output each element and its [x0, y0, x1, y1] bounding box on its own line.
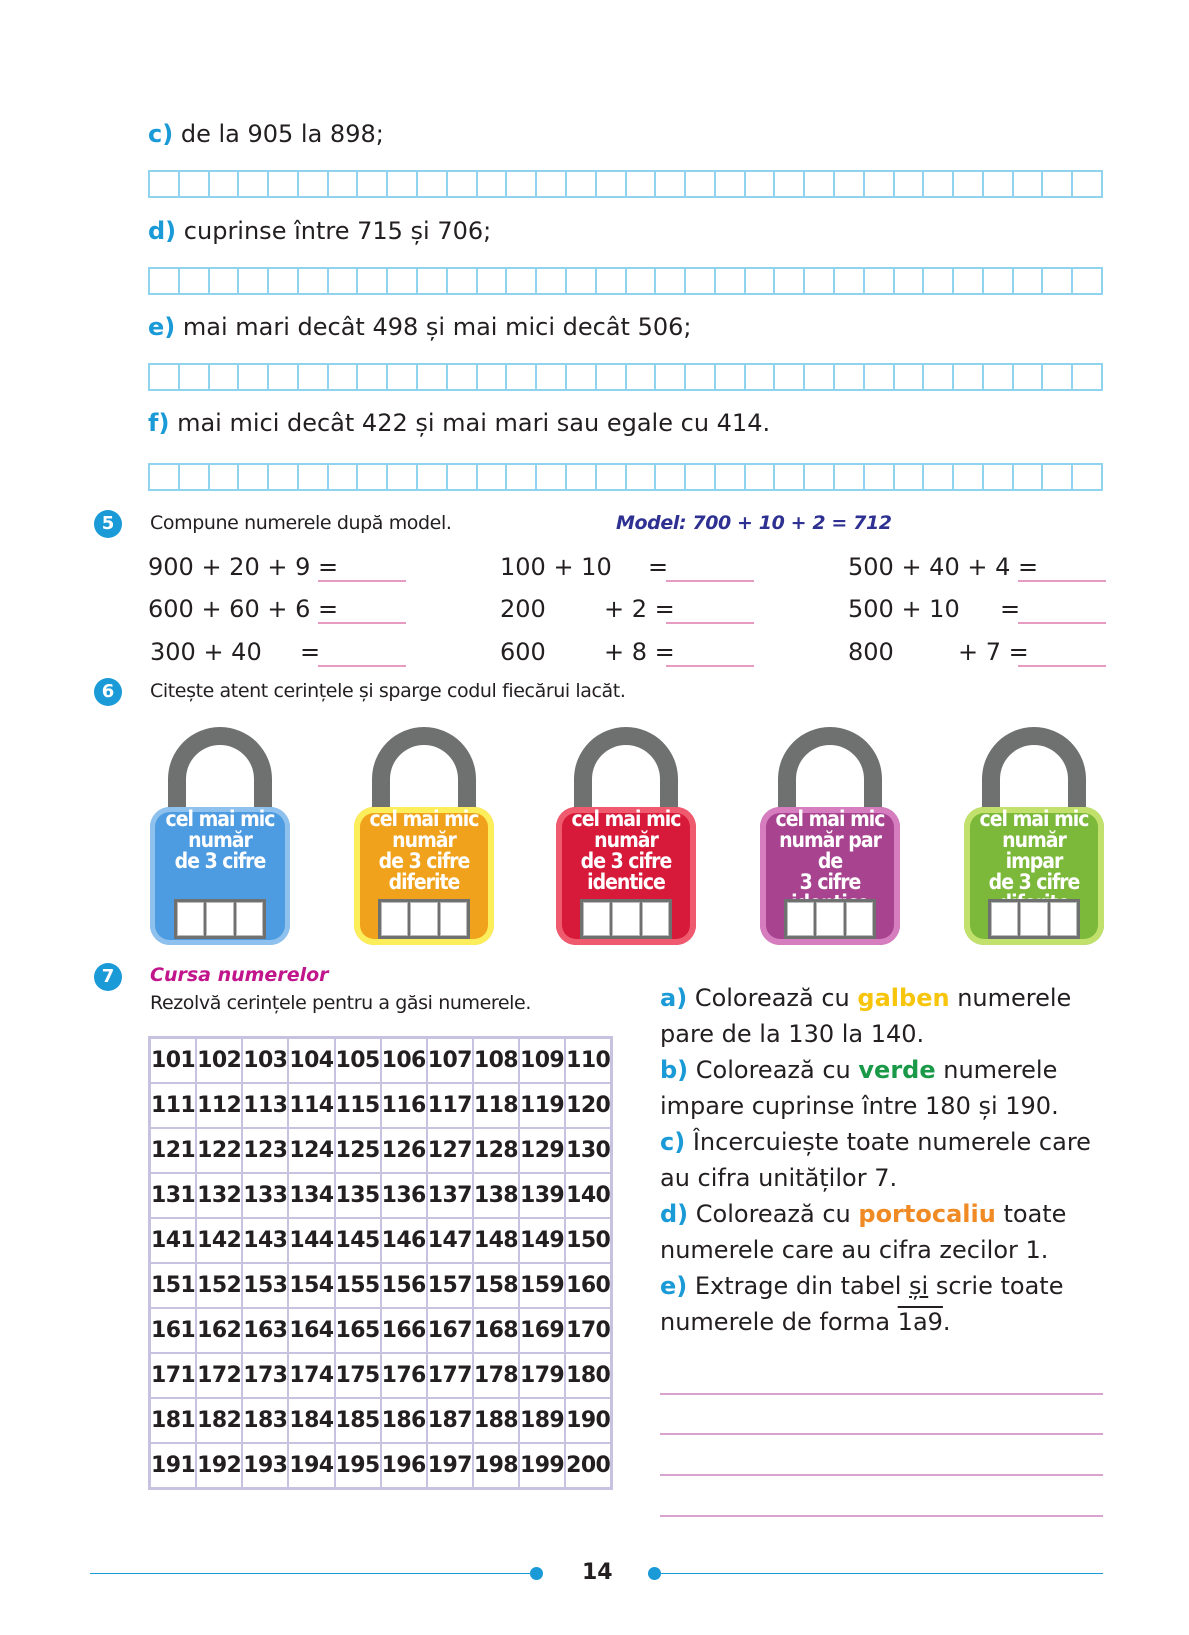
writing-line[interactable]	[660, 1393, 1103, 1395]
number-cell[interactable]: 121	[150, 1128, 197, 1173]
number-cell[interactable]: 200	[565, 1443, 612, 1489]
exercise-number: 7	[94, 963, 122, 991]
answer-blank[interactable]	[666, 665, 754, 667]
task-text: impare cuprinse între 180 și 190.	[660, 1092, 1059, 1120]
number-cell[interactable]: 188	[473, 1398, 519, 1443]
number-cell[interactable]: 189	[519, 1398, 565, 1443]
padlock-label: cel mai mic număr de 3 cifre identice	[571, 807, 681, 894]
number-cell[interactable]: 112	[196, 1083, 242, 1128]
number-cell[interactable]: 147	[427, 1218, 473, 1263]
item-e	[148, 313, 691, 341]
number-cell[interactable]: 171	[150, 1353, 197, 1398]
number-cell[interactable]: 185	[335, 1398, 381, 1443]
number-cell[interactable]: 143	[242, 1218, 288, 1263]
task-letter: b)	[660, 1056, 689, 1084]
number-cell[interactable]: 161	[150, 1308, 197, 1353]
footer-dot	[648, 1567, 661, 1580]
number-cell[interactable]: 163	[242, 1308, 288, 1353]
expression: + 2 =	[604, 595, 675, 623]
task-text: Încercuiește toate numerele care	[692, 1128, 1091, 1156]
item-letter: d)	[148, 217, 177, 245]
padlock-label: cel mai mic număr par de 3 cifre	[775, 807, 885, 894]
task-text: numerele	[943, 1056, 1058, 1084]
expression: 600 + 60 + 6 =	[148, 595, 339, 623]
answer-blank[interactable]	[666, 622, 754, 624]
number-cell[interactable]: 105	[335, 1038, 381, 1084]
task-letter: c)	[660, 1128, 686, 1156]
expression: 600	[500, 638, 546, 666]
number-cell[interactable]: 154	[288, 1263, 334, 1308]
exercise-number: 6	[94, 678, 122, 706]
number-cell[interactable]: 140	[565, 1173, 612, 1218]
model-text: Model: 700 + 10 + 2 = 712	[616, 512, 892, 534]
table-row	[150, 1443, 612, 1489]
number-cell[interactable]: 111	[150, 1083, 197, 1128]
item-letter: e)	[148, 313, 176, 341]
number-cell[interactable]: 137	[427, 1173, 473, 1218]
number-cell[interactable]: 176	[381, 1353, 427, 1398]
answer-blank[interactable]	[666, 580, 754, 582]
padlock	[556, 727, 696, 947]
task-text: toate	[1003, 1200, 1067, 1228]
number-cell[interactable]: 186	[381, 1398, 427, 1443]
exercise-instruction: Rezolvă cerințele pentru a găsi numerele.	[150, 992, 531, 1014]
number-cell[interactable]: 183	[242, 1398, 288, 1443]
number-cell[interactable]: 104	[288, 1038, 334, 1084]
number-cell[interactable]: 165	[335, 1308, 381, 1353]
writing-line[interactable]	[660, 1474, 1103, 1476]
number-table	[148, 1036, 613, 1490]
number-cell[interactable]: 108	[473, 1038, 519, 1084]
number-cell[interactable]: 173	[242, 1353, 288, 1398]
item-text: de la 905 la 898;	[180, 120, 384, 148]
number-cell[interactable]: 169	[519, 1308, 565, 1353]
item-letter: c)	[148, 120, 174, 148]
code-boxes[interactable]	[784, 899, 876, 939]
task-text: numerele care au cifra zecilor 1.	[660, 1236, 1049, 1264]
number-cell[interactable]: 167	[427, 1308, 473, 1353]
table-row	[150, 1218, 612, 1263]
number-cell[interactable]: 184	[288, 1398, 334, 1443]
item-f	[148, 409, 770, 437]
color-word: verde	[858, 1056, 936, 1084]
table-row	[150, 1263, 612, 1308]
number-cell[interactable]: 109	[519, 1038, 565, 1084]
number-cell[interactable]: 197	[427, 1443, 473, 1489]
padlock-label: cel mai mic număr de 3 cifre diferite	[369, 807, 479, 894]
footer-dot	[530, 1567, 543, 1580]
task-text: numerele de forma	[660, 1308, 891, 1336]
number-cell[interactable]: 127	[427, 1128, 473, 1173]
number-cell[interactable]: 181	[150, 1398, 197, 1443]
table-row	[150, 1308, 612, 1353]
task-letter: a)	[660, 984, 688, 1012]
number-cell[interactable]: 191	[150, 1443, 197, 1489]
task-text: scrie toate	[935, 1272, 1064, 1300]
number-cell[interactable]: 128	[473, 1128, 519, 1173]
expression: =	[1000, 595, 1021, 623]
number-cell[interactable]: 114	[288, 1083, 334, 1128]
number-cell[interactable]: 113	[242, 1083, 288, 1128]
answer-grid[interactable]	[148, 267, 1103, 295]
number-cell[interactable]: 146	[381, 1218, 427, 1263]
number-cell[interactable]: 172	[196, 1353, 242, 1398]
footer-divider	[90, 1573, 530, 1574]
number-cell[interactable]: 168	[473, 1308, 519, 1353]
number-cell[interactable]: 102	[196, 1038, 242, 1084]
table-row	[150, 1353, 612, 1398]
answer-blank[interactable]	[318, 580, 406, 582]
answer-blank[interactable]	[318, 622, 406, 624]
number-cell[interactable]: 125	[335, 1128, 381, 1173]
number-cell[interactable]: 126	[381, 1128, 427, 1173]
code-boxes[interactable]	[378, 899, 470, 939]
number-cell[interactable]: 135	[335, 1173, 381, 1218]
number-cell[interactable]: 141	[150, 1218, 197, 1263]
expression: 200	[500, 595, 546, 623]
writing-line[interactable]	[660, 1515, 1103, 1517]
expression: 800	[848, 638, 894, 666]
number-cell[interactable]: 190	[565, 1398, 612, 1443]
number-cell[interactable]: 153	[242, 1263, 288, 1308]
number-cell[interactable]: 136	[381, 1173, 427, 1218]
padlock-label: cel mai mic număr de 3 cifre	[165, 807, 275, 873]
answer-blank[interactable]	[1018, 665, 1106, 667]
item-text: mai mici decât 422 și mai mari sau egale cu 414.	[177, 409, 771, 437]
expression: 100 + 10	[500, 553, 612, 581]
item-text: mai mari decât 498 și mai mici decât 506;	[182, 313, 692, 341]
number-cell[interactable]: 138	[473, 1173, 519, 1218]
task-text: Colorează cu	[695, 1200, 851, 1228]
number-cell[interactable]: 103	[242, 1038, 288, 1084]
answer-grid[interactable]	[148, 463, 1103, 491]
footer-divider	[661, 1573, 1103, 1574]
task-text: pare de la 130 la 140.	[660, 1020, 925, 1048]
number-cell[interactable]: 156	[381, 1263, 427, 1308]
expression: =	[300, 638, 321, 666]
answer-blank[interactable]	[1018, 622, 1106, 624]
task-letter: e)	[660, 1272, 688, 1300]
number-cell[interactable]: 145	[335, 1218, 381, 1263]
expression: 500 + 40 + 4 =	[848, 553, 1039, 581]
exercise-title: Cursa numerelor	[150, 964, 329, 986]
answer-grid[interactable]	[148, 170, 1103, 198]
number-cell[interactable]: 130	[565, 1128, 612, 1173]
number-cell[interactable]: 134	[288, 1173, 334, 1218]
number-cell[interactable]: 159	[519, 1263, 565, 1308]
number-cell[interactable]: 162	[196, 1308, 242, 1353]
exercise-instruction: Citește atent cerințele și sparge codul fiecărui lacăt.	[150, 680, 626, 702]
table-row	[150, 1398, 612, 1443]
number-cell[interactable]: 177	[427, 1353, 473, 1398]
number-cell[interactable]: 194	[288, 1443, 334, 1489]
number-cell[interactable]: 142	[196, 1218, 242, 1263]
table-row	[150, 1173, 612, 1218]
number-cell[interactable]: 166	[381, 1308, 427, 1353]
number-cell[interactable]: 155	[335, 1263, 381, 1308]
number-cell[interactable]: 133	[242, 1173, 288, 1218]
number-cell[interactable]: 106	[381, 1038, 427, 1084]
task-text: au cifra unităților 7.	[660, 1164, 898, 1192]
task-text: și	[909, 1272, 929, 1300]
number-cell[interactable]: 115	[335, 1083, 381, 1128]
answer-blank[interactable]	[318, 665, 406, 667]
code-boxes[interactable]	[580, 899, 672, 939]
item-text: cuprinse între 715 și 706;	[183, 217, 492, 245]
expression: 900 + 20 + 9 =	[148, 553, 339, 581]
page-number: 14	[582, 1560, 613, 1585]
number-cell[interactable]: 124	[288, 1128, 334, 1173]
expression: 300 + 40	[150, 638, 262, 666]
expression: + 8 =	[604, 638, 675, 666]
writing-line[interactable]	[660, 1433, 1103, 1435]
padlock	[150, 727, 290, 947]
number-cell[interactable]: 148	[473, 1218, 519, 1263]
number-cell[interactable]: 151	[150, 1263, 197, 1308]
number-cell[interactable]: 122	[196, 1128, 242, 1173]
number-cell[interactable]: 195	[335, 1443, 381, 1489]
number-cell[interactable]: 131	[150, 1173, 197, 1218]
padlock	[354, 727, 494, 947]
task-d	[660, 1196, 1100, 1268]
task-c	[660, 1124, 1100, 1196]
number-cell[interactable]: 174	[288, 1353, 334, 1398]
number-cell[interactable]: 187	[427, 1398, 473, 1443]
code-boxes[interactable]	[174, 899, 266, 939]
number-cell[interactable]: 157	[427, 1263, 473, 1308]
number-cell[interactable]: 180	[565, 1353, 612, 1398]
task-b	[660, 1052, 1100, 1124]
task-text: Colorează cu	[695, 1056, 851, 1084]
table-row	[150, 1083, 612, 1128]
expression: =	[648, 553, 669, 581]
number-cell[interactable]: 101	[150, 1038, 197, 1084]
task-a	[660, 980, 1100, 1052]
number-cell[interactable]: 144	[288, 1218, 334, 1263]
padlock	[760, 727, 900, 947]
task-letter: d)	[660, 1200, 689, 1228]
number-cell[interactable]: 118	[473, 1083, 519, 1128]
task-text: .	[942, 1308, 951, 1336]
number-cell[interactable]: 117	[427, 1083, 473, 1128]
number-cell[interactable]: 120	[565, 1083, 612, 1128]
number-cell[interactable]: 192	[196, 1443, 242, 1489]
padlock	[964, 727, 1104, 947]
number-form: 1a9	[897, 1308, 943, 1336]
answer-grid[interactable]	[148, 363, 1103, 391]
number-cell[interactable]: 149	[519, 1218, 565, 1263]
number-cell[interactable]: 179	[519, 1353, 565, 1398]
task-text: Extrage din tabel	[694, 1272, 902, 1300]
task-text: Colorează cu	[694, 984, 850, 1012]
number-cell[interactable]: 199	[519, 1443, 565, 1489]
task-e	[660, 1268, 1100, 1340]
expression: 500 + 10	[848, 595, 960, 623]
color-word: galben	[857, 984, 950, 1012]
number-cell[interactable]: 139	[519, 1173, 565, 1218]
number-cell[interactable]: 182	[196, 1398, 242, 1443]
number-cell[interactable]: 170	[565, 1308, 612, 1353]
exercise-number: 5	[94, 510, 122, 538]
number-cell[interactable]: 160	[565, 1263, 612, 1308]
code-boxes[interactable]	[988, 899, 1080, 939]
item-c	[148, 120, 384, 148]
table-row	[150, 1128, 612, 1173]
color-word: portocaliu	[858, 1200, 996, 1228]
answer-blank[interactable]	[1018, 580, 1106, 582]
number-cell[interactable]: 158	[473, 1263, 519, 1308]
number-cell[interactable]: 110	[565, 1038, 612, 1084]
number-cell[interactable]: 132	[196, 1173, 242, 1218]
number-cell[interactable]: 164	[288, 1308, 334, 1353]
number-cell[interactable]: 196	[381, 1443, 427, 1489]
expression: + 7 =	[958, 638, 1029, 666]
item-letter: f)	[148, 409, 170, 437]
padlock-label: cel mai mic număr impar de 3 cifre	[979, 807, 1089, 894]
exercise-instruction: Compune numerele după model.	[150, 512, 452, 534]
number-cell[interactable]: 116	[381, 1083, 427, 1128]
number-cell[interactable]: 175	[335, 1353, 381, 1398]
number-cell[interactable]: 150	[565, 1218, 612, 1263]
item-d	[148, 217, 491, 245]
number-cell[interactable]: 152	[196, 1263, 242, 1308]
task-text: numerele	[957, 984, 1072, 1012]
table-row	[150, 1038, 612, 1084]
number-cell[interactable]: 198	[473, 1443, 519, 1489]
number-cell[interactable]: 123	[242, 1128, 288, 1173]
number-cell[interactable]: 119	[519, 1083, 565, 1128]
number-cell[interactable]: 129	[519, 1128, 565, 1173]
number-cell[interactable]: 178	[473, 1353, 519, 1398]
number-cell[interactable]: 193	[242, 1443, 288, 1489]
number-cell[interactable]: 107	[427, 1038, 473, 1084]
